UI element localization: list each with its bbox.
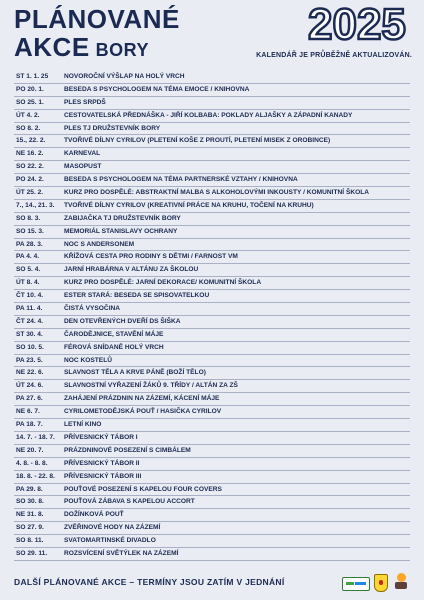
event-name: ZAHÁJENÍ PRÁZDNIN NA ZÁZEMÍ, KÁCENÍ MÁJE bbox=[64, 395, 220, 403]
event-date: ÚT 4. 2. bbox=[16, 111, 40, 119]
event-date: SO 22. 2. bbox=[16, 163, 44, 171]
event-row bbox=[0, 277, 424, 290]
event-date: SO 25. 1. bbox=[16, 98, 44, 106]
event-name: KARNEVAL bbox=[64, 150, 101, 158]
event-name: DOŽÍNKOVÁ POUŤ bbox=[64, 511, 124, 519]
page-title: PLÁNOVANÉ bbox=[14, 4, 180, 34]
coat-of-arms-icon bbox=[374, 574, 388, 592]
event-row bbox=[0, 84, 424, 97]
event-name: ROZSVÍCENÍ SVĚTÝLEK NA ZÁZEMÍ bbox=[64, 549, 179, 557]
event-date: NE 22. 6. bbox=[16, 369, 44, 377]
event-row bbox=[0, 135, 424, 148]
event-row bbox=[0, 548, 424, 561]
school-logo-icon bbox=[394, 573, 410, 591]
event-name: FÉROVÁ SNÍDANĚ HOLÝ VRCH bbox=[64, 343, 164, 351]
event-row bbox=[0, 316, 424, 329]
event-row bbox=[0, 509, 424, 522]
title-location: BORY bbox=[95, 40, 150, 60]
event-date: PA 18. 7. bbox=[16, 421, 43, 429]
event-name: PŘÍVESNICKÝ TÁBOR III bbox=[64, 472, 142, 480]
event-list bbox=[0, 71, 424, 561]
year-label: 2025 bbox=[308, 0, 406, 49]
event-date: 4. 8. - 8. 8. bbox=[16, 459, 48, 467]
event-row bbox=[0, 226, 424, 239]
title-akce: AKCE bbox=[14, 32, 90, 62]
event-date: PA 29. 8. bbox=[16, 485, 43, 493]
event-date: ÚT 24. 6. bbox=[16, 382, 44, 390]
event-date: PA 28. 3. bbox=[16, 240, 43, 248]
event-date: 18. 8. - 22. 8. bbox=[16, 472, 55, 480]
event-date: SO 15. 3. bbox=[16, 227, 44, 235]
event-date: 15., 22. 2. bbox=[16, 137, 46, 145]
event-name: JARNÍ HRABÁRNA V ALTÁNU ZA ŠKOLOU bbox=[64, 266, 199, 274]
event-name: PRÁZDNINOVÉ POSEZENÍ S CIMBÁLEM bbox=[64, 446, 191, 454]
event-name: ČISTÁ VYSOČINA bbox=[64, 305, 121, 313]
event-row bbox=[0, 406, 424, 419]
event-date: ST 1. 1. 25 bbox=[16, 73, 49, 80]
event-name: PLES TJ DRUŽSTEVNÍK BORY bbox=[64, 124, 161, 132]
page-footer bbox=[0, 570, 424, 600]
event-date: PO 20. 1. bbox=[16, 85, 44, 93]
event-name: NOC S ANDERSONEM bbox=[64, 240, 135, 248]
event-row bbox=[0, 419, 424, 432]
event-name: POUŤOVÁ ZÁBAVA S KAPELOU ACCORT bbox=[64, 498, 195, 506]
event-row bbox=[0, 393, 424, 406]
event-name: KŘÍŽOVÁ CESTA PRO RODINY S DĚTMI / FARNOST VM bbox=[64, 253, 238, 261]
event-date: ČT 10. 4. bbox=[16, 292, 44, 300]
event-name: NOVOROČNÍ VÝŠLAP NA HOLÝ VRCH bbox=[64, 73, 185, 80]
event-row bbox=[0, 380, 424, 393]
event-row bbox=[0, 496, 424, 509]
event-date: 7., 14., 21. 3. bbox=[16, 201, 55, 209]
event-date: SO 8. 11. bbox=[16, 537, 44, 545]
event-date: ÚT 8. 4. bbox=[16, 279, 40, 287]
event-row bbox=[0, 264, 424, 277]
event-name: BESEDA S PSYCHOLOGEM NA TÉMA PARTNERSKÉ VZTAHY / KNIHOVNA bbox=[64, 176, 298, 184]
event-row bbox=[0, 200, 424, 213]
event-row bbox=[0, 355, 424, 368]
event-date: NE 6. 7. bbox=[16, 408, 40, 416]
event-row bbox=[0, 148, 424, 161]
event-row bbox=[0, 123, 424, 136]
event-name: ESTER STARÁ: BESEDA SE SPISOVATELKOU bbox=[64, 292, 210, 300]
event-row bbox=[0, 174, 424, 187]
event-row bbox=[0, 458, 424, 471]
event-name: KURZ PRO DOSPĚLÉ: JARNÍ DEKORACE/ KOMUNITNÍ ŠKOLA bbox=[64, 279, 262, 287]
event-date: SO 27. 9. bbox=[16, 524, 44, 532]
event-date: PA 4. 4. bbox=[16, 253, 40, 261]
event-date: SO 10. 5. bbox=[16, 343, 44, 351]
event-date: PA 27. 6. bbox=[16, 395, 43, 403]
event-row bbox=[0, 251, 424, 264]
event-name: PŘÍVESNICKÝ TÁBOR II bbox=[64, 459, 140, 467]
footer-note: DALŠÍ PLÁNOVANÉ AKCE – TERMÍNY JSOU ZATÍM V JEDNÁNÍ bbox=[14, 577, 285, 587]
event-name: LETNÍ KINO bbox=[64, 421, 102, 429]
event-row bbox=[0, 522, 424, 535]
event-name: SLAVNOSTNÍ VYŘAZENÍ ŽÁKŮ 9. TŘÍDY / ALTÁN ZA ZŠ bbox=[64, 382, 238, 390]
event-row bbox=[0, 110, 424, 123]
event-date: PA 11. 4. bbox=[16, 305, 43, 313]
event-row bbox=[0, 71, 424, 84]
page-title-line2 bbox=[14, 33, 149, 64]
event-name: MEMORIÁL STANISLAVY OCHRANY bbox=[64, 227, 178, 235]
event-name: SVATOMARTINSKÉ DIVADLO bbox=[64, 537, 156, 545]
event-name: TVOŘIVÉ DÍLNY CYRILOV (PLETENÍ KOŠE Z PROUTÍ, PLETENÍ MISEK Z OROBINCE) bbox=[64, 137, 331, 145]
event-date: SO 8. 3. bbox=[16, 214, 41, 222]
page-header bbox=[0, 0, 424, 66]
event-name: DEN OTEVŘENÝCH DVEŘÍ DS ŠIŠKA bbox=[64, 317, 181, 325]
event-row bbox=[0, 290, 424, 303]
event-date: SO 8. 2. bbox=[16, 124, 41, 132]
event-date: 14. 7. - 18. 7. bbox=[16, 433, 55, 441]
event-name: CESTOVATELSKÁ PŘEDNÁŠKA - JIŘÍ KOLBABA: POKLADY ALJAŠKY A ZÁPADNÍ KANADY bbox=[64, 111, 353, 119]
event-row bbox=[0, 432, 424, 445]
event-row bbox=[0, 484, 424, 497]
event-name: PLES SRPDŠ bbox=[64, 98, 106, 106]
event-row bbox=[0, 329, 424, 342]
partner-logo-icon bbox=[342, 577, 370, 591]
event-row bbox=[0, 187, 424, 200]
event-name: TVOŘIVÉ DÍLNY CYRILOV (KREATIVNÍ PRÁCE NA KRUHU, TOČENÍ NA KRUHU) bbox=[64, 201, 314, 209]
event-date: PA 23. 5. bbox=[16, 356, 43, 364]
event-date: NE 20. 7. bbox=[16, 446, 44, 454]
event-row bbox=[0, 161, 424, 174]
event-date: SO 30. 8. bbox=[16, 498, 44, 506]
event-name: ČARODĚJNICE, STAVĚNÍ MÁJE bbox=[64, 330, 164, 338]
event-name: SLAVNOST TĚLA A KRVE PÁNĚ (BOŽÍ TĚLO) bbox=[64, 369, 206, 377]
event-row bbox=[0, 535, 424, 548]
event-name: KURZ PRO DOSPĚLÉ: ABSTRAKTNÍ MALBA S ALKOHOLOVÝMI INKOUSTY / KOMUNITNÍ ŠKOLA bbox=[64, 189, 370, 197]
event-name: NOC KOSTELŮ bbox=[64, 356, 112, 364]
event-date: NE 16. 2. bbox=[16, 150, 44, 158]
event-row bbox=[0, 471, 424, 484]
event-row bbox=[0, 445, 424, 458]
event-date: SO 5. 4. bbox=[16, 266, 41, 274]
event-name: ZABIJAČKA TJ DRUŽSTEVNÍK BORY bbox=[64, 214, 181, 222]
event-name: PŘÍVESNICKÝ TÁBOR I bbox=[64, 433, 138, 441]
event-date: ST 30. 4. bbox=[16, 330, 43, 338]
event-name: POUŤOVÉ POSEZENÍ S KAPELOU FOUR COVERS bbox=[64, 485, 222, 493]
event-row bbox=[0, 97, 424, 110]
event-row bbox=[0, 367, 424, 380]
event-date: ÚT 25. 2. bbox=[16, 189, 44, 197]
event-name: MASOPUST bbox=[64, 163, 102, 171]
event-date: PO 24. 2. bbox=[16, 176, 44, 184]
event-row bbox=[0, 303, 424, 316]
event-date: ČT 24. 4. bbox=[16, 317, 44, 325]
update-note: KALENDÁŘ JE PRŮBĚŽNĚ AKTUALIZOVÁN. bbox=[256, 52, 412, 59]
event-name: BESEDA S PSYCHOLOGEM NA TÉMA EMOCE / KNIHOVNA bbox=[64, 85, 250, 93]
event-date: NE 31. 8. bbox=[16, 511, 44, 519]
event-row bbox=[0, 239, 424, 252]
event-date: SO 29. 11. bbox=[16, 549, 48, 557]
event-name: CYRILOMETODĚJSKÁ POUŤ / HASIČKA CYRILOV bbox=[64, 408, 222, 416]
event-row bbox=[0, 342, 424, 355]
event-row bbox=[0, 213, 424, 226]
event-name: ZVĚŘINOVÉ HODY NA ZÁZEMÍ bbox=[64, 524, 161, 532]
